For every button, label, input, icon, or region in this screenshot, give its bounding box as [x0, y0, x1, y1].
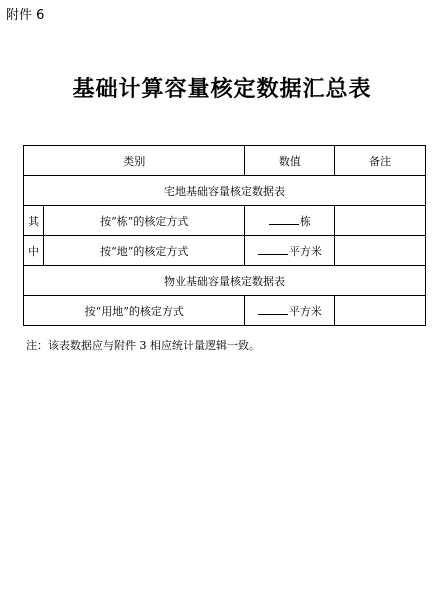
unit-label: 平方米: [288, 244, 322, 258]
table-row: [24, 296, 426, 326]
table-row: [24, 236, 426, 266]
section-row: [24, 176, 426, 206]
section-title-residential: 宅地基础容量核定数据表: [24, 176, 426, 206]
section-title-property: 物业基础容量核定数据表: [24, 266, 426, 296]
blank-line: [269, 214, 299, 225]
attachment-label: 附件 6: [6, 8, 45, 23]
section-row: [24, 266, 426, 296]
table-header-row: [24, 146, 426, 176]
unit-label: 平方米: [288, 304, 322, 318]
header-category: 类别: [24, 146, 245, 176]
table-row: [24, 206, 426, 236]
blank-line: [258, 304, 288, 315]
header-remark: 备注: [335, 146, 426, 176]
row-label: 按“地”的核定方式: [43, 236, 244, 266]
footnote: 注：该表数据应与附件 3 相应统计量逻辑一致。: [26, 339, 260, 352]
qizhong-cell-2: 中: [24, 236, 44, 266]
qizhong-cell-1: 其: [24, 206, 44, 236]
value-cell: [245, 206, 335, 236]
row-label: 按“栋”的核定方式: [43, 206, 244, 236]
blank-line: [258, 244, 288, 255]
document-title: 基础计算容量核定数据汇总表: [72, 76, 372, 102]
value-cell: [245, 296, 335, 326]
unit-label: 栋: [299, 214, 311, 228]
remark-cell: [335, 236, 426, 266]
summary-table: [23, 145, 426, 326]
remark-cell: [335, 296, 426, 326]
remark-cell: [335, 206, 426, 236]
row-label: 按“用地”的核定方式: [24, 296, 245, 326]
value-cell: [245, 236, 335, 266]
header-value: 数值: [245, 146, 335, 176]
